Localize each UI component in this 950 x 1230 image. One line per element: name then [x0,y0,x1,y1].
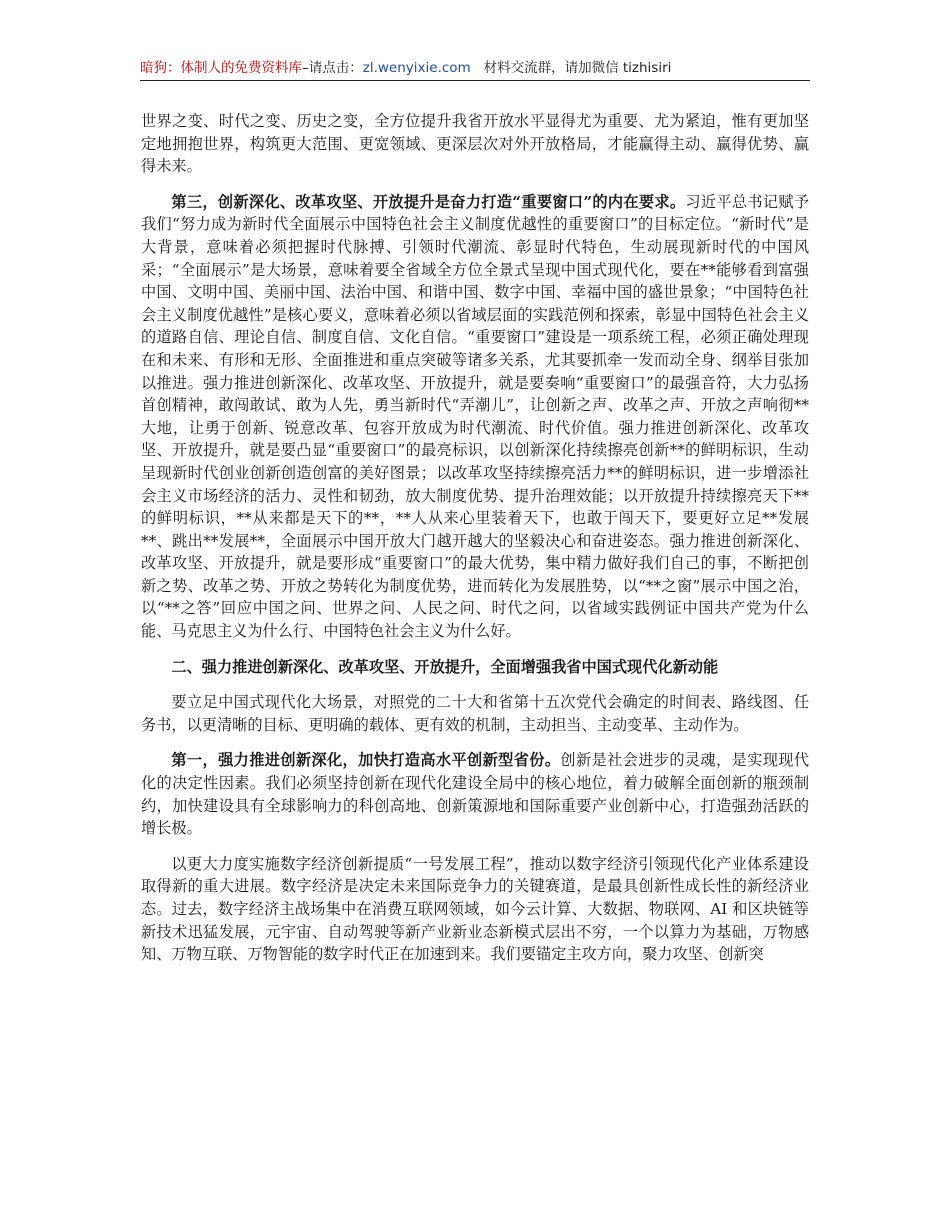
site-name: 暗狗：体制人的免费资料库 [140,60,302,76]
paragraph: 以更大力度实施数字经济创新提质“一号发展工程”，推动以数字经济引领现代化产业体系建设取得新的重大进展。数字经济是决定未来国际竞争力的关键赛道，是最具创新性成长性的新经济业态。过去，数字经济主战场集中在消费互联网领域，如今云计算、大数据、物联网、AI 和区块链等新技术迅猛发展，元宇宙、自动驾驶等新产业新业态新模式层出不穷，一个以算力为基础，万物感知、万物互联、万物智能的数字时代正在加速到来。我们要锚定主攻方向，聚力攻坚、创新突 [141,854,809,964]
paragraph [141,191,809,643]
click-prompt: –请点击： [302,60,363,76]
paragraph-lead: 第一，强力推进创新深化，加快打造高水平创新型省份。 [171,751,561,770]
site-url-link[interactable]: zl.wenyixie.com [362,60,471,76]
paragraph: 世界之变、时代之变、历史之变，全方位提升我省开放水平显得尤为重要、尤为紧迫，惟有更加坚定地拥抱世界，构筑更大范围、更宽领域、更深层次对外开放格局，才能赢得主动、赢得优势、赢得未来。 [141,112,809,176]
paragraph: 要立足中国式现代化大场景，对照党的二十大和省第十五次党代会确定的时间表、路线图、任务书，以更清晰的目标、更明确的载体、更有效的机制，主动担当、主动变革、主动作为。 [141,693,809,734]
paragraph-text: 习近平总书记赋予我们“努力成为新时代全面展示中国特色社会主义制度优越性的重要窗口”的目标定位。“新时代”是大背景，意味着必须把握时代脉搏、引领时代潮流、彰显时代特色，生动展现新时代的中国风采；“全面展示”是大场景，意味着要全省域全方位全景式呈现中国式现代化，要在**能够看到富强中国、文明中国、美丽中国、法治中国、和谐中国、数字中国、幸福中国的盛世景象；“中国特色社会主义制度优越性”是核心要义，意味着必须以省域层面的实践范例和探索，彰显中国特色社会主义的道路自信、理论自信、制度自信、文化自信。“重要窗口”建设是一项系统工程，必须正确处理现在和未来、有形和无形、全面推进和重点突破等诸多关系，尤其要抓牵一发而动全身、纲举目张加以推进。强力推进创新深化、改革攻坚、开放提升，就是要奏响“重要窗口”的最强音符，大力弘扬首创精神，敢闯敢试、敢为人先，勇当新时代“弄潮儿”，让创新之声、改革之声、开放之声响彻**大地，让勇于创新、锐意改革、包容开放成为时代潮流、时代价值。强力推进创新深化、改革攻坚、开放提升，就是要凸显“重要窗口”的最亮标识，以创新深化持续擦亮创新**的鲜明标识，生动呈现新时代创业创新创造创富的美好图景；以改革攻坚持续擦亮活力**的鲜明标识，进一步增添社会主义市场经济的活力、灵性和韧劲，放大制度优势、提升治理效能；以开放提升持续擦亮天下**的鲜明标识，**从来都是天下的**，**人从来心里装着天下，也敢于闯天下，要更好立足**发展**、跳出**发展**，全面展示中国开放大门越开越大的坚毅决心和奋进姿态。强力推进创新深化、改革攻坚、开放提升，就是要形成“重要窗口”的最大优势，集中精力做好我们自己的事，不断把创新之势、改革之势、开放之势转化为制度优势，进而转化为发展胜势，以“**之窗”展示中国之治，以“**之答”回应中国之问、世界之问、人民之问、时代之问，以省域实践例证中国共产党为什么能、马克思主义为什么行、中国特色社会主义为什么好。 [141,192,809,641]
paragraph-lead: 第三，创新深化、改革攻坚、开放提升是奋力打造“重要窗口”的内在要求。 [171,192,686,211]
paragraph [141,749,809,839]
contact-info: 材料交流群，请加微信 tizhisiri [483,60,672,76]
page-header [140,58,810,81]
paragraph-text: 创新是社会进步的灵魂，是实现现代化的决定性因素。我们必须坚持创新在现代化建设全局中的核心地位，着力破解全面创新的瓶颈制约，加快建设具有全球影响力的科创高地、创新策源地和国际重要产业创新中心，打造强劲活跃的增长极。 [141,751,810,838]
section-heading: 二、强力推进创新深化、改革攻坚、开放提升，全面增强我省中国式现代化新动能 [171,657,719,676]
document-body [141,110,809,979]
